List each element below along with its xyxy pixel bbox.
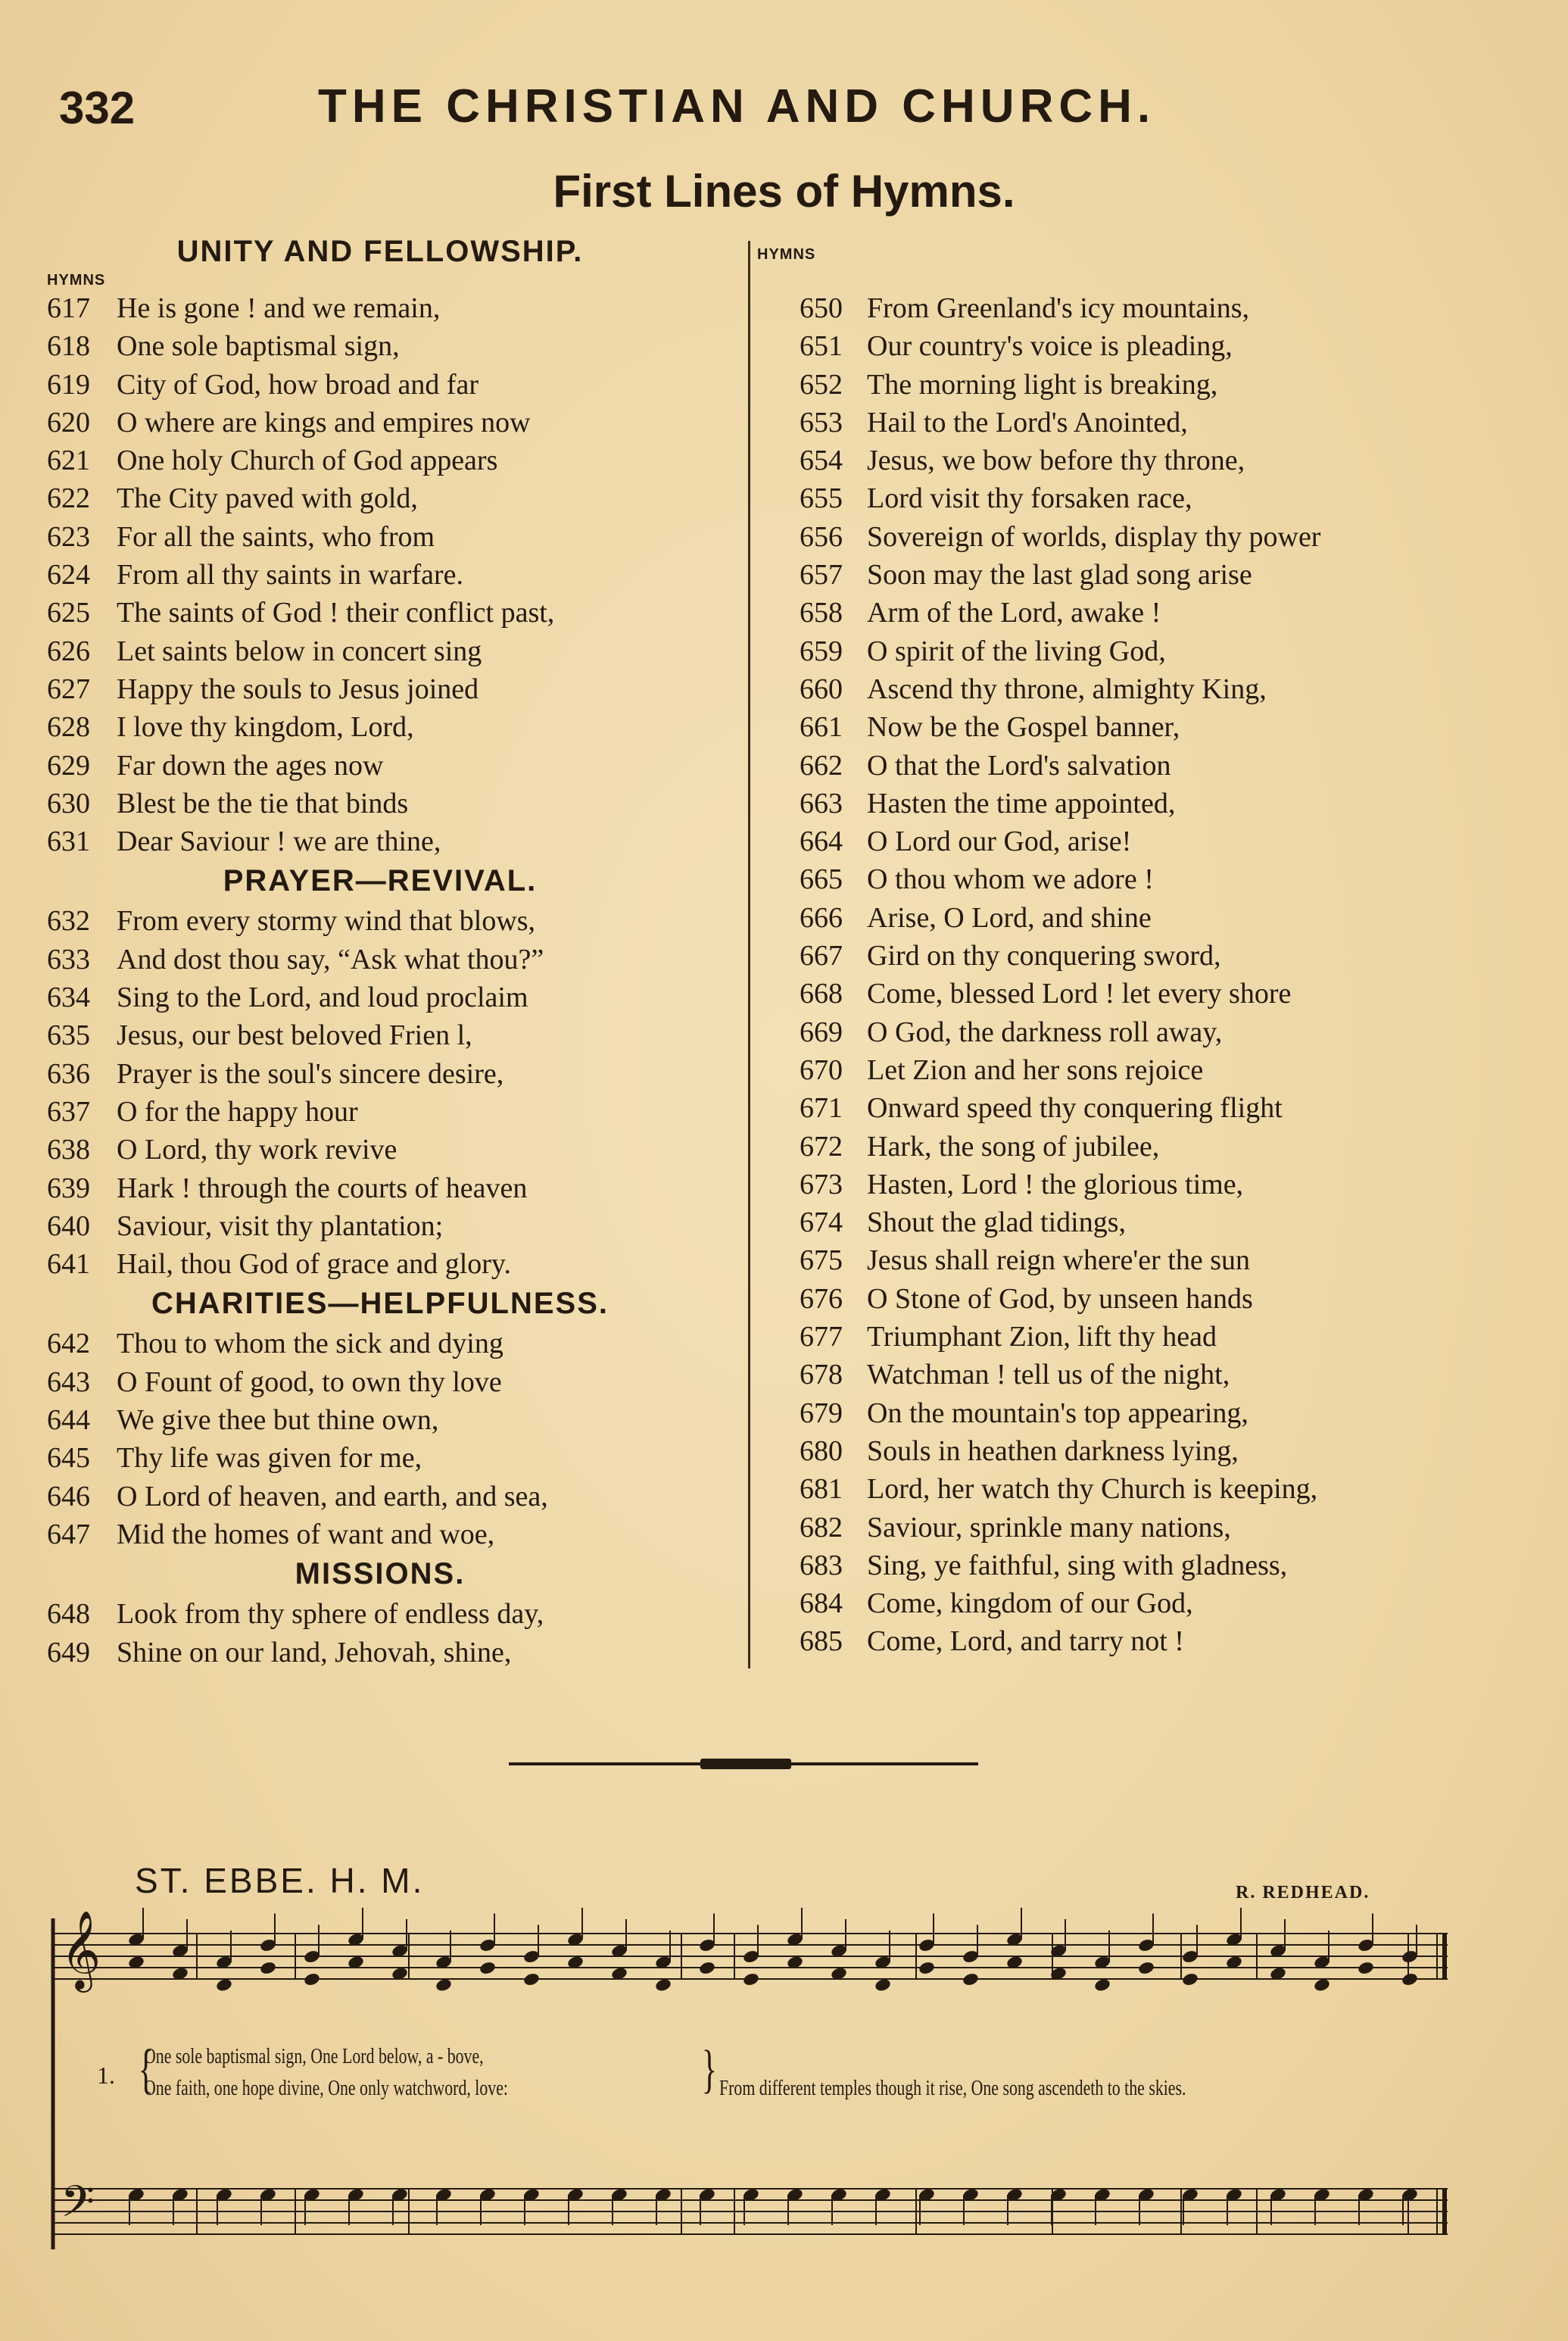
hymn-first-line: Prayer is the soul's sincere desire, — [117, 1057, 504, 1090]
hymn-number: 653 — [800, 406, 843, 439]
ornament-center — [700, 1759, 791, 1769]
hymn-entry — [47, 1093, 713, 1131]
category-heading: UNITY AND FELLOWSHIP. — [176, 235, 584, 268]
hymn-number: 621 — [47, 445, 90, 477]
hymn-number: 625 — [47, 597, 90, 629]
note-head — [962, 1972, 980, 1987]
hymn-entry — [757, 860, 1552, 898]
hymn-first-line: I love thy kingdom, Lord, — [117, 711, 414, 744]
hymn-number: 623 — [47, 520, 90, 553]
hymn-number: 659 — [800, 635, 843, 667]
running-head: THE CHRISTIAN AND CHURCH. — [318, 80, 1156, 133]
hymn-number: 661 — [800, 711, 843, 744]
hymn-first-line: Far down the ages now — [117, 749, 384, 782]
hymn-first-line: O God, the darkness roll away, — [867, 1016, 1223, 1048]
hymn-number: 640 — [47, 1210, 90, 1242]
hymn-entry — [757, 1089, 1552, 1127]
hymn-entry — [47, 979, 713, 1016]
hymn-number: 617 — [47, 292, 90, 324]
hymn-first-line: From all thy saints in warfare. — [117, 559, 464, 591]
lyric-brace-left: { — [138, 2040, 154, 2099]
hymn-entry — [757, 289, 1552, 327]
hymn-number: 624 — [47, 559, 90, 591]
hymn-entry — [757, 1203, 1552, 1241]
hymn-number: 667 — [800, 940, 843, 972]
hymn-first-line: Onward speed thy conquering flight — [867, 1092, 1283, 1125]
hymn-entry — [757, 822, 1552, 860]
hymn-number: 618 — [47, 330, 90, 363]
hymn-number: 676 — [800, 1282, 843, 1315]
hymn-entry — [757, 1547, 1552, 1584]
hymn-entry — [47, 632, 713, 670]
hymn-entry — [757, 556, 1552, 594]
note-head — [1357, 1961, 1375, 1976]
hymn-number: 636 — [47, 1057, 90, 1090]
hymn-entry — [757, 594, 1552, 632]
hymn-first-line: Hark, the song of jubilee, — [867, 1130, 1160, 1163]
hymn-entry — [47, 1325, 713, 1362]
hymn-number: 662 — [800, 749, 843, 782]
hymn-first-line: Our country's voice is pleading, — [867, 330, 1233, 363]
category-heading: PRAYER—REVIVAL. — [223, 864, 538, 898]
hymn-entry — [757, 327, 1552, 365]
hymn-number: 685 — [800, 1625, 843, 1658]
hymn-entry — [47, 902, 713, 940]
hymn-first-line: Jesus shall reign where'er the sun — [867, 1244, 1250, 1277]
hymn-number: 631 — [47, 826, 90, 858]
hymn-entry — [757, 747, 1552, 785]
hymn-first-line: Hail, thou God of grace and glory. — [117, 1248, 511, 1281]
category-heading: CHARITIES—HELPFULNESS. — [151, 1287, 609, 1321]
hymn-number: 641 — [47, 1248, 90, 1281]
hymn-number: 674 — [800, 1206, 843, 1239]
left-hymn-column — [47, 227, 713, 1671]
hymn-entry — [757, 518, 1552, 556]
hymn-entry — [757, 442, 1552, 479]
hymn-entry — [757, 1356, 1552, 1394]
hymn-first-line: Let Zion and her sons rejoice — [867, 1053, 1204, 1086]
note-head — [215, 1977, 233, 1993]
hymn-number: 638 — [47, 1134, 90, 1166]
hymn-first-line: Come, kingdom of our God, — [867, 1587, 1193, 1620]
hymn-entry — [757, 1394, 1552, 1432]
note-head — [303, 1972, 321, 1987]
composer: R. REDHEAD. — [1236, 1883, 1370, 1902]
hymn-number: 664 — [800, 826, 843, 858]
hymn-first-line: Saviour, visit thy plantation; — [117, 1210, 444, 1242]
hymn-first-line: Blest be the tie that binds — [117, 787, 409, 819]
hymn-entry — [47, 822, 713, 860]
hymn-entry — [47, 1595, 713, 1633]
hymn-first-line: He is gone ! and we remain, — [117, 292, 441, 324]
hymn-number: 665 — [800, 863, 843, 896]
hymn-entry — [757, 1128, 1552, 1166]
hymn-number: 630 — [47, 787, 90, 819]
hymn-first-line: Souls in heathen darkness lying, — [867, 1434, 1239, 1467]
hymn-first-line: Hasten the time appointed, — [867, 787, 1176, 819]
hymn-entry — [47, 941, 713, 979]
hymn-number: 679 — [800, 1397, 843, 1429]
hymn-number: 651 — [800, 330, 843, 363]
hymn-number: 666 — [800, 901, 843, 934]
hymn-entry — [757, 937, 1552, 975]
hymn-first-line: O for the happy hour — [117, 1095, 358, 1128]
hymn-number: 672 — [800, 1130, 843, 1163]
hymn-entry — [47, 670, 713, 708]
hymn-first-line: O Lord our God, arise! — [867, 826, 1132, 858]
hymn-entry — [47, 442, 713, 479]
hymn-first-line: Lord, her watch thy Church is keeping, — [867, 1473, 1318, 1506]
hymn-number: 633 — [47, 943, 90, 975]
hymns-label: HYMNS — [757, 246, 816, 263]
hymn-number: 629 — [47, 749, 90, 782]
hymn-entry — [757, 632, 1552, 670]
hymn-number: 654 — [800, 445, 843, 477]
hymn-number: 635 — [47, 1019, 90, 1052]
hymn-entry — [47, 747, 713, 785]
hymn-first-line: Shine on our land, Jehovah, shine, — [117, 1636, 512, 1668]
note-head — [742, 1972, 760, 1987]
hymn-number: 646 — [47, 1480, 90, 1512]
note-head — [1093, 1977, 1111, 1993]
hymn-number: 622 — [47, 482, 90, 515]
hymn-entry — [757, 1166, 1552, 1203]
hymn-entry — [47, 556, 713, 594]
hymn-first-line: Ascend thy throne, almighty King, — [867, 673, 1267, 705]
hymn-number: 669 — [800, 1016, 843, 1048]
hymn-entry — [757, 366, 1552, 404]
hymn-number: 650 — [800, 292, 843, 324]
hymn-first-line: Gird on thy conquering sword, — [867, 940, 1221, 972]
hymn-entry — [757, 1280, 1552, 1318]
hymn-first-line: O Lord, thy work revive — [117, 1134, 397, 1166]
hymn-first-line: O thou whom we adore ! — [867, 863, 1154, 896]
hymn-number: 668 — [800, 978, 843, 1010]
hymn-number: 649 — [47, 1636, 90, 1668]
hymn-number: 671 — [800, 1092, 843, 1125]
hymn-first-line: O Fount of good, to own thy love — [117, 1366, 502, 1398]
hymn-number: 663 — [800, 787, 843, 819]
bass-clef-icon: 𝄢 — [61, 2176, 95, 2238]
note-head — [654, 1977, 672, 1993]
hymn-first-line: Triumphant Zion, lift thy head — [867, 1321, 1217, 1353]
note-head — [259, 1961, 277, 1976]
hymn-entry — [47, 708, 713, 746]
hymn-entry — [757, 899, 1552, 937]
hymn-first-line: Come, Lord, and tarry not ! — [867, 1625, 1184, 1658]
hymns-label: HYMNS — [47, 272, 106, 289]
hymn-number: 680 — [800, 1434, 843, 1467]
lyric-line-1: One sole baptismal sign, One Lord below, a - bove, — [144, 2045, 484, 2068]
tune-name: ST. EBBE. H. M. — [135, 1861, 425, 1900]
category-heading: MISSIONS. — [295, 1557, 466, 1591]
hymn-first-line: For all the saints, who from — [117, 520, 435, 553]
hymn-first-line: O spirit of the living God, — [867, 635, 1166, 667]
hymn-entry — [757, 708, 1552, 746]
hymn-entry — [47, 404, 713, 442]
hymn-first-line: Arise, O Lord, and shine — [867, 901, 1152, 934]
hymn-entry — [47, 1515, 713, 1553]
hymn-number: 634 — [47, 982, 90, 1014]
note-head — [1313, 1977, 1331, 1993]
hymn-first-line: Thou to whom the sick and dying — [117, 1328, 503, 1360]
hymn-number: 673 — [800, 1168, 843, 1200]
hymn-entry — [757, 785, 1552, 822]
hymn-number: 677 — [800, 1321, 843, 1353]
hymn-first-line: From Greenland's icy mountains, — [867, 292, 1249, 324]
hymn-first-line: Lord visit thy forsaken race, — [867, 482, 1192, 515]
hymn-first-line: Saviour, sprinkle many nations, — [867, 1511, 1231, 1543]
hymn-first-line: Sing to the Lord, and loud proclaim — [117, 982, 528, 1014]
hymn-number: 670 — [800, 1053, 843, 1086]
hymn-entry — [47, 1439, 713, 1477]
hymn-number: 656 — [800, 520, 843, 553]
hymn-entry — [757, 1318, 1552, 1356]
hymn-number: 643 — [47, 1366, 90, 1398]
hymn-first-line: Dear Saviour ! we are thine, — [117, 826, 441, 858]
hymn-entry — [757, 1051, 1552, 1089]
hymn-entry — [47, 1131, 713, 1169]
hymn-number: 644 — [47, 1404, 90, 1437]
hymn-entry — [47, 1055, 713, 1093]
hymn-first-line: City of God, how broad and far — [117, 368, 479, 401]
note-head — [874, 1977, 892, 1993]
hymn-number: 647 — [47, 1518, 90, 1550]
hymn-entry — [47, 1634, 713, 1671]
lyric-brace-right: } — [701, 2040, 717, 2099]
lyric-line-2: One faith, one hope divine, One only watchword, love: — [144, 2077, 508, 2100]
note-head — [1401, 1972, 1419, 1987]
page-number: 332 — [59, 83, 136, 133]
hymn-first-line: Come, blessed Lord ! let every shore — [867, 978, 1292, 1010]
hymn-number: 681 — [800, 1473, 843, 1506]
right-hymn-column — [757, 227, 1552, 1661]
hymn-first-line: O where are kings and empires now — [117, 406, 531, 439]
hymn-first-line: The saints of God ! their conflict past, — [117, 597, 555, 629]
note-head — [479, 1961, 497, 1976]
hymn-first-line: Hark ! through the courts of heaven — [117, 1172, 528, 1204]
hymn-number: 648 — [47, 1598, 90, 1631]
hymn-entry — [47, 1401, 713, 1439]
hymn-number: 632 — [47, 905, 90, 938]
hymn-entry — [757, 1432, 1552, 1470]
hymn-entry — [47, 289, 713, 327]
hymn-entry — [47, 1478, 713, 1515]
hymn-number: 628 — [47, 711, 90, 744]
hymn-entry — [47, 594, 713, 632]
hymn-first-line: Sovereign of worlds, display thy power — [867, 520, 1321, 553]
note-head — [435, 1977, 453, 1993]
hymn-first-line: Watchman ! tell us of the night, — [867, 1359, 1230, 1391]
hymn-entry — [47, 327, 713, 365]
hymn-number: 678 — [800, 1359, 843, 1391]
hymn-first-line: Let saints below in concert sing — [117, 635, 482, 667]
hymn-entry — [47, 1169, 713, 1207]
hymn-entry — [47, 785, 713, 822]
hymn-first-line: And dost thou say, “Ask what thou?” — [117, 943, 544, 975]
hymn-first-line: Hasten, Lord ! the glorious time, — [867, 1168, 1244, 1200]
hymn-entry — [47, 1207, 713, 1245]
hymn-first-line: One holy Church of God appears — [117, 445, 498, 477]
hymn-first-line: Now be the Gospel banner, — [867, 711, 1180, 744]
hymn-entry — [757, 975, 1552, 1013]
hymn-number: 660 — [800, 673, 843, 705]
hymn-first-line: From every stormy wind that blows, — [117, 905, 536, 938]
hymn-number: 683 — [800, 1549, 843, 1581]
hymn-entry — [757, 1622, 1552, 1660]
hymn-first-line: O Stone of God, by unseen hands — [867, 1282, 1253, 1315]
hymn-first-line: One sole baptismal sign, — [117, 330, 400, 363]
hymn-first-line: Sing, ye faithful, sing with gladness, — [867, 1549, 1288, 1581]
hymn-number: 675 — [800, 1244, 843, 1277]
hymn-number: 652 — [800, 368, 843, 401]
hymn-first-line: On the mountain's top appearing, — [867, 1397, 1248, 1429]
hymn-first-line: Arm of the Lord, awake ! — [867, 597, 1161, 629]
lyric-line-3: From different temples though it rise, One song ascendeth to the skies. — [719, 2077, 1186, 2100]
hymn-entry — [47, 1016, 713, 1054]
hymn-entry — [47, 366, 713, 404]
hymn-entry — [47, 479, 713, 517]
hymn-number: 627 — [47, 673, 90, 705]
hymn-entry — [757, 670, 1552, 708]
section-title: First Lines of Hymns. — [553, 166, 1015, 217]
column-divider — [748, 241, 750, 1668]
hymn-number: 682 — [800, 1511, 843, 1543]
hymn-number: 626 — [47, 635, 90, 667]
hymn-entry — [757, 479, 1552, 517]
hymn-number: 639 — [47, 1172, 90, 1204]
hymn-first-line: Hail to the Lord's Anointed, — [867, 406, 1188, 439]
treble-clef-icon: 𝄞 — [61, 1910, 101, 1990]
hymn-number: 620 — [47, 406, 90, 439]
hymn-number: 642 — [47, 1328, 90, 1360]
hymn-first-line: The City paved with gold, — [117, 482, 418, 515]
hymn-number: 645 — [47, 1442, 90, 1475]
hymn-first-line: The morning light is breaking, — [867, 368, 1218, 401]
hymn-entry — [47, 1245, 713, 1283]
hymn-entry — [757, 1509, 1552, 1547]
hymn-number: 637 — [47, 1095, 90, 1128]
note-head — [698, 1961, 716, 1976]
hymn-first-line: We give thee but thine own, — [117, 1404, 439, 1437]
hymn-first-line: O that the Lord's salvation — [867, 749, 1171, 782]
hymn-entry — [757, 1584, 1552, 1622]
hymn-first-line: Jesus, we bow before thy throne, — [867, 445, 1245, 477]
note-head — [918, 1961, 936, 1976]
verse-number: 1. — [97, 2062, 115, 2089]
hymn-entry — [757, 1470, 1552, 1508]
hymn-first-line: Soon may the last glad song arise — [867, 559, 1252, 591]
hymn-number: 684 — [800, 1587, 843, 1620]
hymn-first-line: Thy life was given for me, — [117, 1442, 422, 1475]
note-head — [522, 1972, 541, 1987]
hymn-first-line: Shout the glad tidings, — [867, 1206, 1126, 1239]
note-head — [1181, 1972, 1199, 1987]
hymn-entry — [757, 1013, 1552, 1051]
hymn-first-line: Jesus, our best beloved Frien l, — [117, 1019, 472, 1052]
hymn-first-line: Mid the homes of want and woe, — [117, 1518, 495, 1550]
hymn-number: 658 — [800, 597, 843, 629]
hymn-first-line: Happy the souls to Jesus joined — [117, 673, 479, 705]
note-head — [1137, 1961, 1155, 1976]
hymn-entry — [757, 404, 1552, 442]
hymn-entry — [47, 518, 713, 556]
hymn-number: 619 — [47, 368, 90, 401]
hymn-first-line: Look from thy sphere of endless day, — [117, 1598, 544, 1631]
hymn-entry — [757, 1241, 1552, 1279]
hymn-entry — [47, 1363, 713, 1401]
hymn-first-line: O Lord of heaven, and earth, and sea, — [117, 1480, 548, 1512]
hymn-number: 657 — [800, 559, 843, 591]
hymn-number: 655 — [800, 482, 843, 515]
